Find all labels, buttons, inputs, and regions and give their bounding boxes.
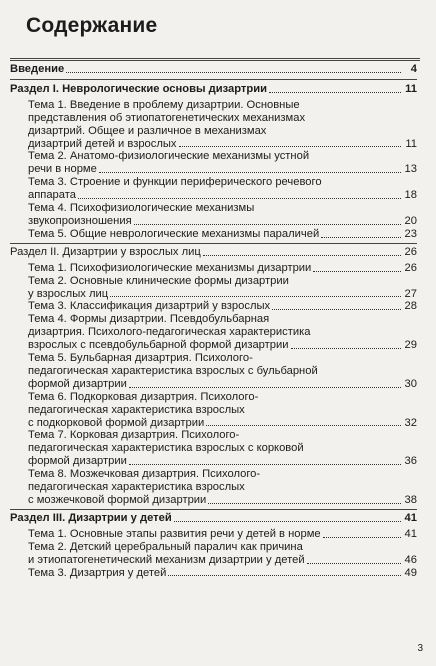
toc-entry-page: 36	[404, 455, 417, 468]
toc-entry-leader-line	[28, 554, 417, 567]
toc-entry-page: 20	[404, 214, 417, 227]
toc-topic-entry[interactable]	[10, 429, 417, 468]
toc-topic-entry[interactable]	[10, 99, 417, 151]
toc-entry-text-line: Тема 6. Подкорковая дизартрия. Психолого-	[28, 390, 259, 403]
toc-entry-leader-line	[28, 262, 417, 275]
dot-leader	[78, 198, 401, 199]
dot-leader	[134, 224, 401, 225]
dot-leader	[321, 237, 401, 238]
toc-entry-text-line: дизартрий. Общее и различное в механизмах	[28, 124, 267, 137]
toc-entry-page: 41	[404, 527, 417, 540]
toc-entry-leader-line	[28, 163, 417, 176]
toc-entry-title: с мозжечковой формой дизартрии	[28, 494, 207, 506]
toc-topic-entry[interactable]	[10, 275, 417, 301]
toc-section-entry[interactable]	[10, 83, 417, 96]
dot-leader	[179, 146, 401, 147]
toc-entry-page: 49	[404, 566, 417, 579]
toc-entry-title: Тема 3. Дизартрия у детей	[28, 566, 167, 579]
toc-entry-leader-line	[28, 417, 417, 430]
toc-section-entry[interactable]	[10, 63, 417, 76]
toc-topic-entry[interactable]	[10, 528, 417, 541]
toc-entry-title: Тема 3. Классификация дизартрий у взрослых	[28, 300, 271, 313]
toc-entry-leader-line	[28, 228, 417, 241]
dot-leader	[208, 503, 401, 504]
toc-entry-page: 11	[405, 82, 417, 95]
toc-entry-title: с подкорковой формой дизартрии	[28, 416, 205, 429]
dot-leader	[174, 521, 401, 522]
toc-entry-leader-line	[28, 138, 417, 151]
toc-topic-entry[interactable]	[10, 567, 417, 580]
toc-entry-title: формой дизартрии	[28, 455, 127, 468]
toc-entry-text-line: педагогическая характеристика взрослых с бульбарной	[28, 364, 318, 377]
dot-leader	[272, 309, 401, 310]
toc-entry-text-line: представления об этиопатогенетических механизмах	[28, 111, 306, 124]
toc-entry-leader-line	[28, 494, 417, 507]
toc-entry-leader-line	[10, 512, 417, 525]
toc-entry-leader-line	[28, 528, 417, 541]
toc-entry-page: 23	[404, 227, 417, 240]
toc-entry-leader-line	[10, 83, 417, 96]
toc-topic-entry[interactable]	[10, 352, 417, 391]
dot-leader	[168, 575, 401, 576]
toc-entry-text-line: Тема 3. Строение и функции периферического речевого	[28, 176, 322, 189]
toc-topic-entry[interactable]	[10, 391, 417, 430]
toc-entry-leader-line	[28, 567, 417, 580]
dot-leader	[129, 464, 401, 465]
toc-topic-entry[interactable]	[10, 150, 417, 176]
toc-entry-page: 32	[404, 416, 417, 429]
toc-entry-title: речи в норме	[28, 163, 97, 176]
toc-entry-text-line: Тема 8. Мозжечковая дизартрия. Психолого-	[28, 468, 261, 481]
dot-leader	[206, 425, 401, 426]
toc-entry-page: 13	[404, 163, 417, 176]
dot-leader	[110, 296, 401, 297]
toc-entry-text-line: Тема 2. Детский церебральный паралич как причина	[28, 540, 303, 553]
toc-topic-entry[interactable]	[10, 262, 417, 275]
toc-topic-entry[interactable]	[10, 300, 417, 313]
toc-entry-title: формой дизартрии	[28, 377, 127, 390]
page-number: 3	[417, 643, 423, 654]
toc-entry-text-line: Тема 7. Корковая дизартрия. Психолого-	[28, 429, 240, 442]
toc-entry-title: Тема 1. Основные этапы развития речи у детей в норме	[28, 527, 321, 540]
toc-entry-text-line: Тема 1. Введение в проблему дизартрии. Основные	[28, 98, 300, 111]
section-divider	[10, 79, 417, 80]
toc-section-entry[interactable]	[10, 246, 417, 259]
toc-entry-page: 11	[405, 137, 417, 150]
toc-entry-leader-line	[28, 378, 417, 391]
dot-leader	[269, 92, 401, 93]
toc-entry-text-line: педагогическая характеристика взрослых	[28, 481, 245, 494]
dot-leader	[313, 271, 401, 272]
toc-entry-title: Раздел II. Дизартрии у взрослых лиц	[10, 245, 201, 258]
table-of-contents	[10, 63, 417, 579]
toc-entry-title: у взрослых лиц	[28, 287, 109, 300]
title-rule-top	[10, 58, 420, 59]
toc-entry-title: Раздел III. Дизартрии у детей	[10, 511, 172, 524]
toc-topic-entry[interactable]	[10, 202, 417, 228]
toc-entry-page: 41	[404, 511, 417, 524]
toc-entry-text-line: Тема 2. Основные клинические формы дизартрии	[28, 274, 289, 287]
toc-entry-title: Тема 5. Общие неврологические механизмы параличей	[28, 227, 320, 240]
toc-entry-page: 38	[404, 494, 417, 506]
toc-entry-text-line: Тема 2. Анатомо-физиологические механизмы устной	[28, 150, 310, 163]
toc-entry-leader-line	[28, 189, 417, 202]
toc-topic-entry[interactable]	[10, 228, 417, 241]
dot-leader	[307, 563, 401, 564]
toc-topic-entry[interactable]	[10, 541, 417, 567]
toc-entry-leader-line	[10, 63, 417, 76]
toc-entry-text-line: педагогическая характеристика взрослых	[28, 403, 245, 416]
section-divider	[10, 243, 417, 244]
toc-entry-title: и этиопатогенетический механизм дизартрии у детей	[28, 553, 305, 566]
toc-entry-page: 26	[404, 245, 417, 258]
toc-entry-leader-line	[28, 288, 417, 301]
toc-entry-page: 18	[404, 189, 417, 202]
toc-entry-title: аппарата	[28, 189, 76, 202]
toc-entry-title: взрослых с псевдобульбарной формой дизартрии	[28, 339, 289, 352]
toc-entry-text-line: Тема 5. Бульбарная дизартрия. Психолого-	[28, 352, 253, 365]
dot-leader	[99, 172, 401, 173]
toc-entry-page: 4	[410, 63, 417, 75]
toc-entry-leader-line	[28, 339, 417, 352]
toc-entry-leader-line	[10, 246, 417, 259]
toc-entry-title: звукопроизношения	[28, 214, 132, 227]
toc-entry-page: 28	[404, 300, 417, 313]
toc-topic-entry[interactable]	[10, 176, 417, 202]
dot-leader	[323, 537, 401, 538]
dot-leader	[66, 72, 401, 73]
toc-entry-page: 46	[404, 553, 417, 566]
toc-entry-text-line: дизартрия. Психолого-педагогическая характеристика	[28, 326, 311, 339]
toc-entry-text-line: Тема 4. Психофизиологические механизмы	[28, 202, 255, 215]
toc-entry-page: 27	[404, 287, 417, 300]
toc-topic-entry[interactable]	[10, 313, 417, 352]
dot-leader	[203, 255, 401, 256]
toc-entry-leader-line	[28, 455, 417, 468]
toc-entry-page: 29	[404, 339, 417, 352]
section-divider	[10, 509, 417, 510]
toc-entry-title: Тема 1. Психофизиологические механизмы дизартрии	[28, 261, 312, 274]
toc-entry-title: дизартрий детей и взрослых	[28, 137, 177, 150]
page-title: Содержание	[26, 14, 158, 37]
dot-leader	[291, 348, 402, 349]
dot-leader	[129, 387, 401, 388]
toc-section-entry[interactable]	[10, 512, 417, 525]
toc-entry-leader-line	[28, 215, 417, 228]
toc-entry-leader-line	[28, 300, 417, 313]
toc-entry-page: 30	[404, 377, 417, 390]
toc-entry-text-line: педагогическая характеристика взрослых с корковой	[28, 442, 304, 455]
toc-topic-entry[interactable]	[10, 468, 417, 507]
toc-entry-page: 26	[404, 261, 417, 274]
toc-entry-title: Раздел I. Неврологические основы дизартрии	[10, 82, 267, 95]
toc-entry-text-line: Тема 4. Формы дизартрии. Псевдобульбарная	[28, 313, 270, 326]
title-rule-bottom	[10, 60, 420, 61]
toc-entry-title: Введение	[10, 63, 65, 75]
